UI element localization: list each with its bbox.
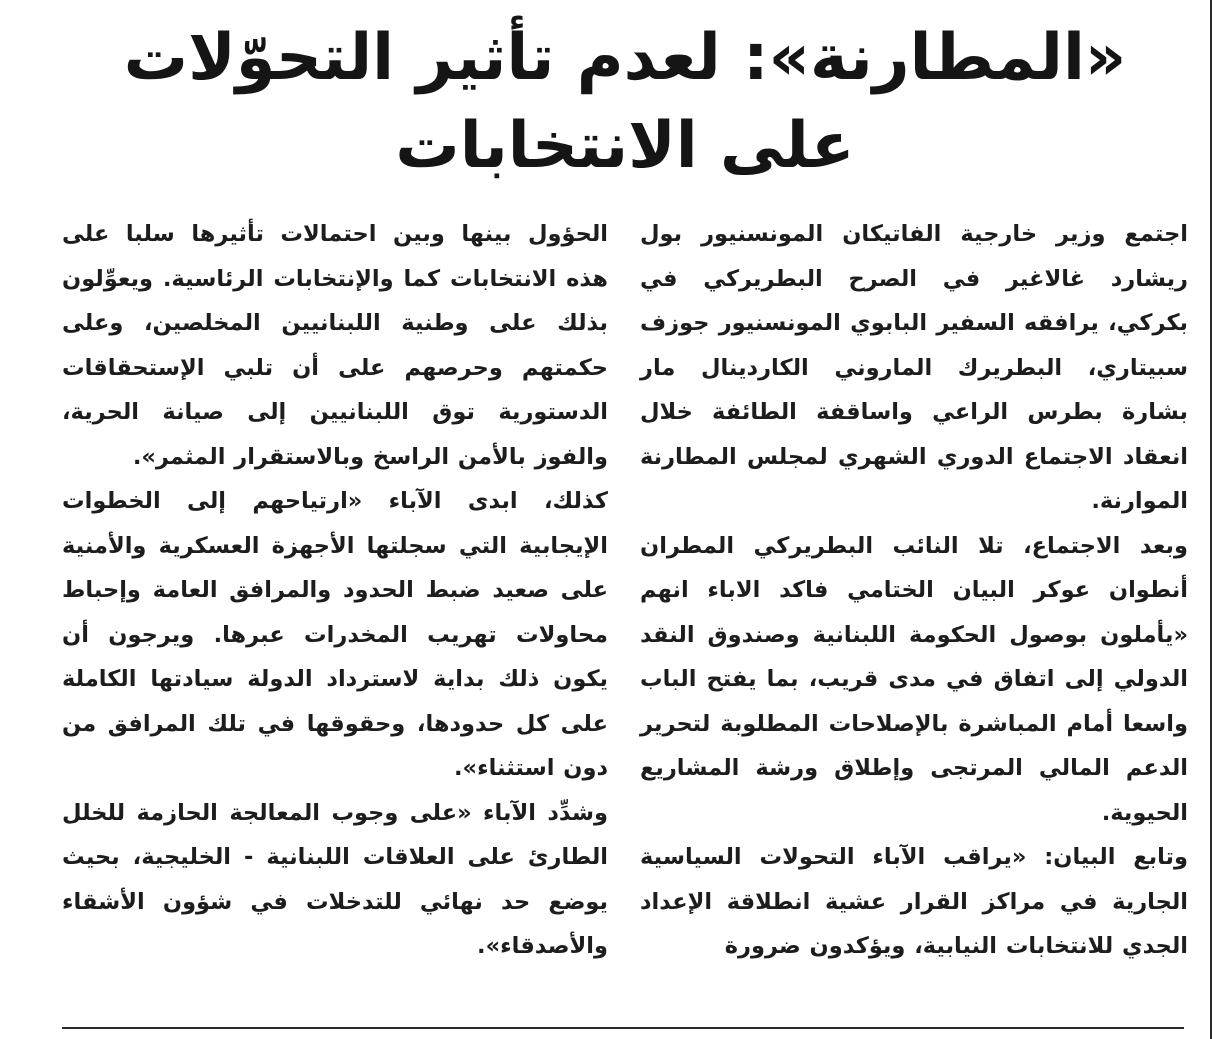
paragraph-political-transitions: وتابع البيان: «يراقب الآباء التحولات السياسية الجارية في مراكز القرار عشية انطلاقة الإعداد الجدي للانتخابات النيابية، ويؤكدون ضرورة (640, 844, 1188, 959)
article-column-right (640, 212, 1188, 969)
headline (60, 14, 1190, 190)
bottom-rule (62, 1027, 1184, 1029)
headline-line-2: على الانتخابات (395, 109, 855, 183)
paragraph-security: كذلك، ابدى الآباء «ارتياحهم إلى الخطوات الإيجابية التي سجلتها الأجهزة العسكرية والأمنية على صعيد ضبط الحدود والمرافق العامة وإحباط محاولات تهريب المخدرات عبرها. ويرجون أن يكون ذلك بداية لاسترداد الدولة سيادتها الكاملة على كل حدودها، وحقوقها في تلك المرافق من دون استثناء». (62, 488, 608, 781)
paragraph-statement: وبعد الاجتماع، تلا النائب البطريركي المطران أنطوان عوكر البيان الختامي فاكد الاباء انهم «يأملون بوصول الحكومة اللبنانية وصندوق النقد الدولي إلى اتفاق في مدى قريب، بما يفتح الباب واسعا أمام المباشرة بالإصلاحات المطلوبة لتحرير الدعم المالي المرتجى وإطلاق ورشة المشاريع الحيوية. (640, 532, 1188, 826)
paragraph-gulf-relations: وشدِّد الآباء «على وجوب المعالجة الحازمة للخلل الطارئ على العلاقات اللبنانية - الخليجية، بحيث يوضع حد نهائي للتدخلات في شؤون الأشقاء والأصدقاء». (62, 799, 608, 959)
headline-line-1: «المطارنة»: لعدم تأثير التحوّلات (123, 21, 1127, 95)
paragraph-elections: الحؤول بينها وبين احتمالات تأثيرها سلبا على هذه الانتخابات كما والإنتخابات الرئاسية. ويعوِّلون بذلك على وطنية اللبنانيين المخلصين، وعلى حكمتهم وحرصهم على أن تلبي الإستحقاقات الدستورية توق اللبنانيين إلى صيانة الحرية، والفوز بالأمن الراسخ وبالاستقرار المثمر». (62, 221, 608, 470)
paragraph-meeting: اجتمع وزير خارجية الفاتيكان المونسنيور بول ريشارد غالاغير في الصرح البطريركي في بكركي، يرافقه السفير البابوي المونسنيور جوزف سبيتاري، البطريرك الماروني الكاردينال مار بشارة بطرس الراعي واساقفة الطائفة خلال انعقاد الاجتماع الدوري الشهري لمجلس المطارنة الموارنة. (640, 221, 1188, 514)
article-column-left (62, 212, 608, 969)
column-rule-right (1210, 0, 1212, 1039)
